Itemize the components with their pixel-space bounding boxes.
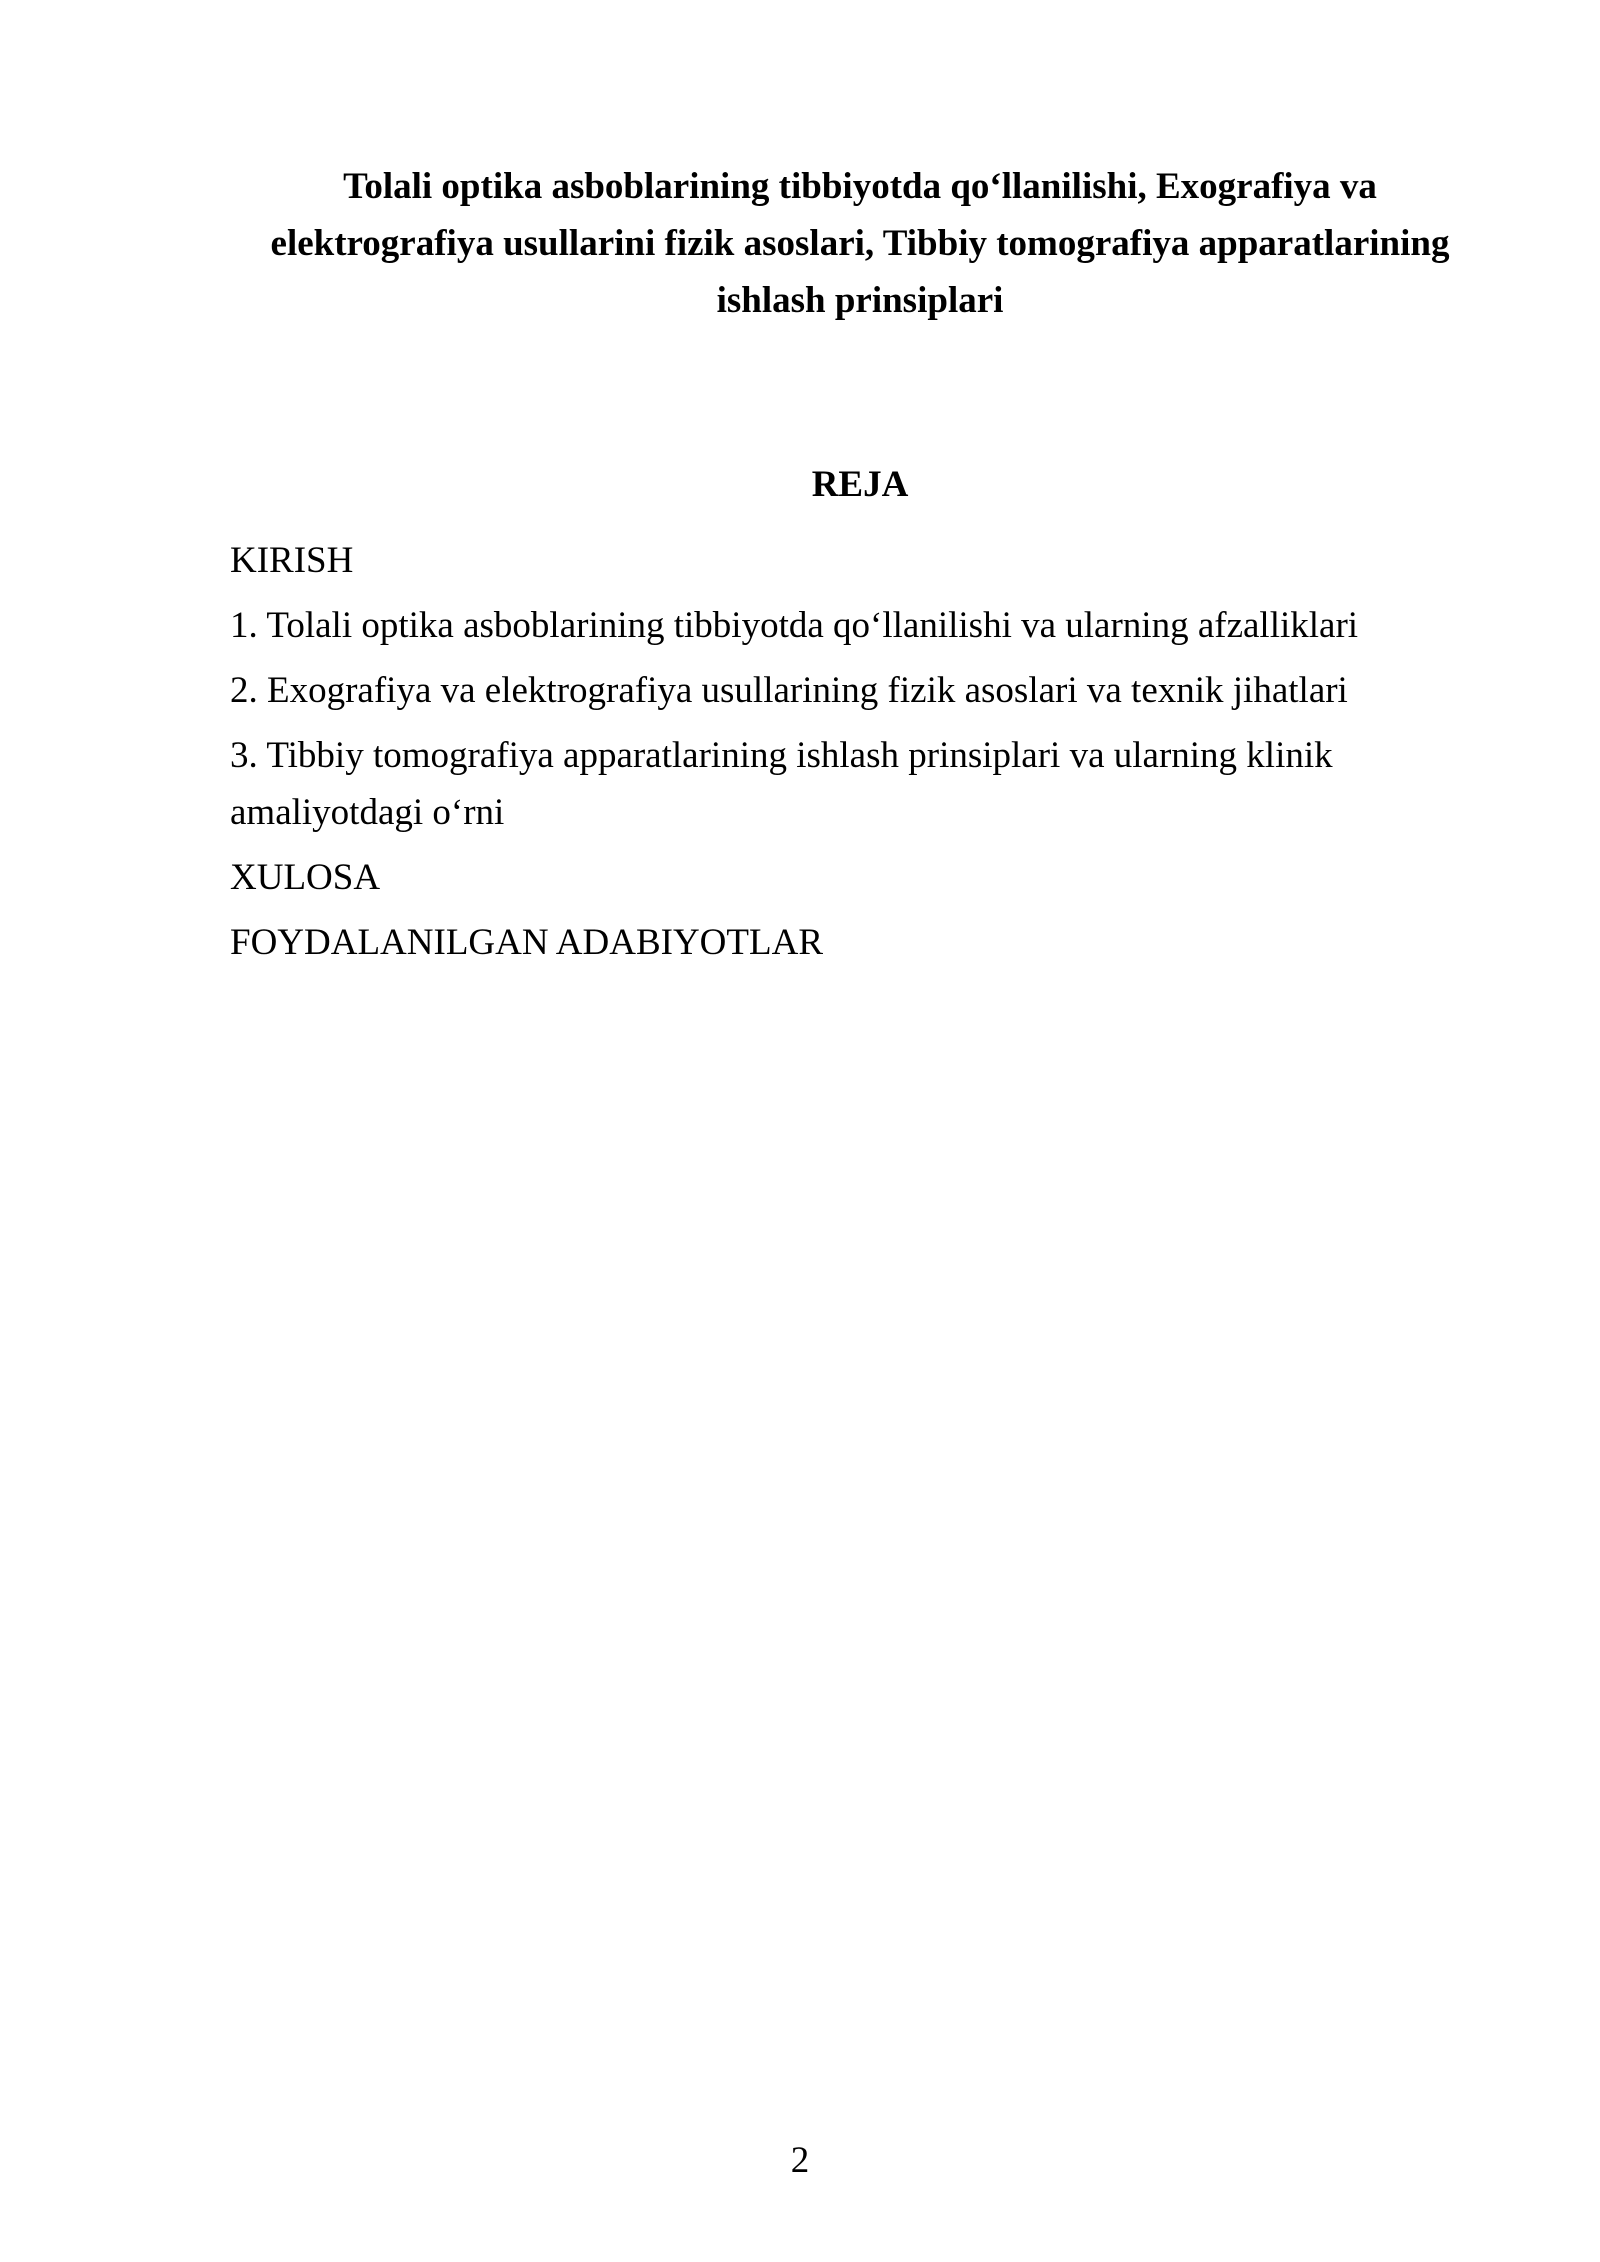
title-line: Tolali optika asboblarining tibbiyotda qo‘llanilishi, Exografiya va bbox=[343, 166, 1377, 207]
plan-item-2 bbox=[230, 662, 1400, 719]
plan-item-text: 3. Tibbiy tomografiya apparatlarining ishlash prinsiplari va ularning klinik bbox=[230, 735, 1333, 776]
plan-item-introduction bbox=[230, 532, 1400, 589]
plan-item-references bbox=[230, 914, 1400, 971]
title-line: ishlash prinsiplari bbox=[716, 280, 1004, 321]
plan-item-text: FOYDALANILGAN ADABIYOTLAR bbox=[230, 922, 823, 963]
plan-item-text: 2. Exografiya va elektrografiya usullarining fizik asoslari va texnik jihatlari bbox=[230, 670, 1348, 711]
plan-item-text-continued: amaliyotdagi o‘rni bbox=[230, 792, 505, 833]
page-number: 2 bbox=[790, 2140, 810, 2181]
plan-item-text: 1. Tolali optika asboblarining tibbiyotda qo‘llanilishi va ularning afzalliklari bbox=[230, 605, 1359, 646]
plan-item-1 bbox=[230, 597, 1400, 654]
plan-item-text: KIRISH bbox=[230, 540, 354, 581]
plan-list bbox=[230, 532, 1400, 979]
title-line: elektrografiya usullarini fizik asoslari, Tibbiy tomografiya apparatlarining bbox=[270, 223, 1450, 264]
plan-item-conclusion bbox=[230, 849, 1400, 906]
plan-item-text: XULOSA bbox=[230, 857, 381, 898]
plan-item-3 bbox=[230, 727, 1400, 841]
document-title bbox=[230, 158, 1490, 329]
plan-heading: REJA bbox=[811, 464, 909, 505]
